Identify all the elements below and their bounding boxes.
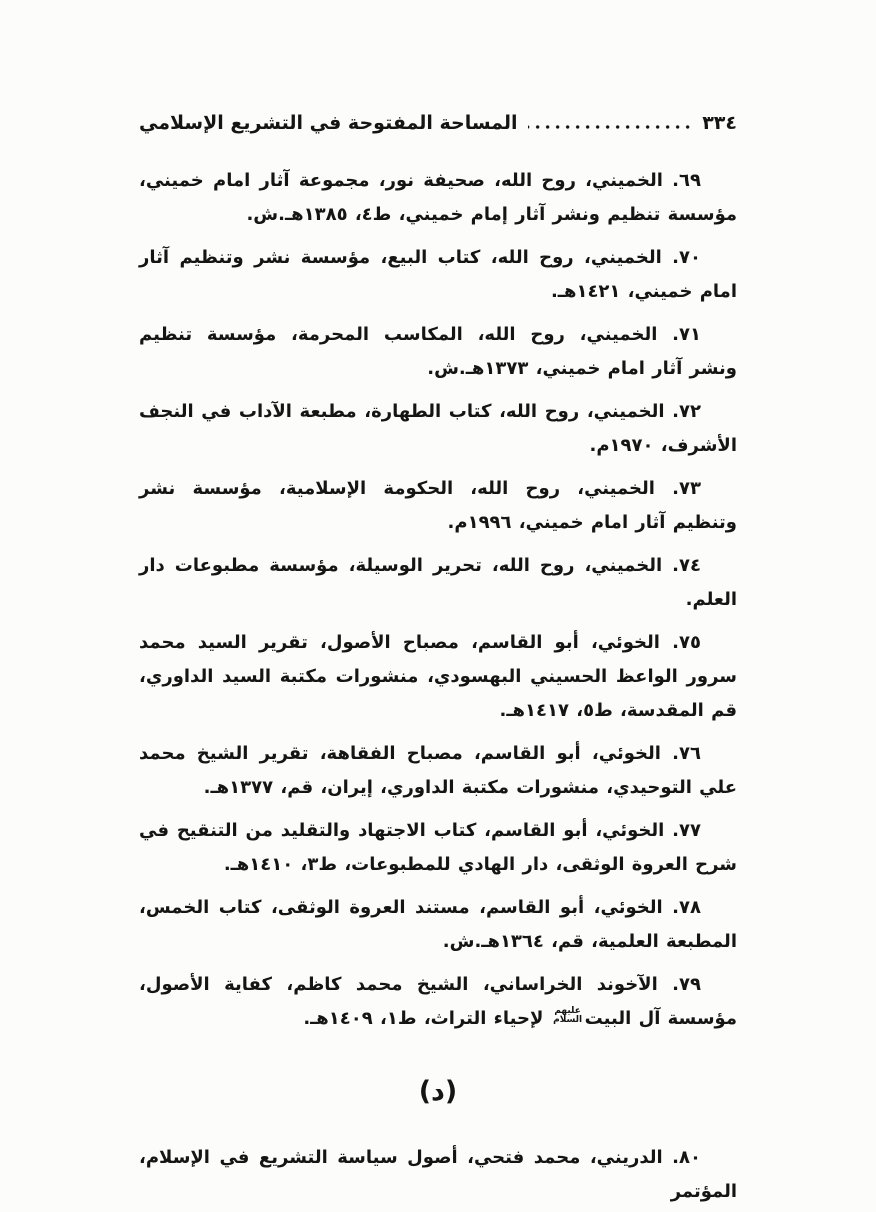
entry-text: الدريني، محمد فتحي، أصول سياسة التشريع في الإسلام، المؤتمر [139,1147,737,1202]
page-header [139,112,737,134]
section-heading-dal: (د) [418,1076,458,1107]
entry-number: ٧٧. [672,820,701,841]
entry-number: ٧٤. [672,555,701,576]
bibliography-entry [139,737,737,805]
entry-text: الخميني، روح الله، المكاسب المحرمة، مؤسسة تنظيم ونشر آثار امام خميني، ١٣٧٣هـ.ش. [139,324,737,379]
entry-text: الخميني، روح الله، صحيفة نور، مجموعة آثار امام خميني، مؤسسة تنظيم ونشر آثار إمام خميني، ط٤، ١٣٨٥هـ.ش. [139,170,737,225]
dotted-leader [528,120,693,134]
entry-text: الخميني، روح الله، الحكومة الإسلامية، مؤسسة نشر وتنظيم آثار امام خميني، ١٩٩٦م. [139,478,737,533]
entry-text: لإحياء التراث، ط١، ١٤٠٩هـ. [303,1008,544,1029]
entry-text: الخميني، روح الله، تحرير الوسيلة، مؤسسة مطبوعات دار العلم. [139,555,737,610]
entry-number: ٧٠. [672,247,701,268]
bibliography-entry [139,968,737,1036]
bibliography-entry [139,814,737,882]
ahl-albayt-honorific-mark: عليهم السلام [553,1006,583,1025]
bibliography-entry [139,626,737,728]
bibliography-list [139,164,737,1036]
entry-text: الخميني، روح الله، كتاب البيع، مؤسسة نشر وتنظيم آثار امام خميني، ١٤٢١هـ. [139,247,737,302]
entry-text: الخميني، روح الله، كتاب الطهارة، مطبعة الآداب في النجف الأشرف، ١٩٧٠م. [139,401,737,456]
entry-number: ٦٩. [672,170,701,191]
bibliography-entry [139,164,737,232]
entry-text: الآخوند الخراساني، الشيخ محمد كاظم، كفاية الأصول، مؤسسة آل البيت [139,974,737,1029]
entry-number: ٧٥. [672,632,701,653]
entry-number: ٧٣. [672,478,701,499]
entry-number: ٧٢. [672,401,701,422]
bibliography-entry [139,891,737,959]
entry-number: ٧٨. [672,897,701,918]
entry-text: الخوئي، أبو القاسم، مصباح الفقاهة، تقرير الشيخ محمد علي التوحيدي، منشورات مكتبة الداوري، إيران، قم، ١٣٧٧هـ. [139,743,737,798]
bibliography-entry [139,472,737,540]
bibliography-entry [139,1141,737,1209]
entry-text: الخوئي، أبو القاسم، مصباح الأصول، تقرير السيد محمد سرور الواعظ الحسيني البهسودي، منشورات مكتبة السيد الداوري، قم المقدسة، ط٥، ١٤١٧هـ. [139,632,737,721]
entry-number: ٧٩. [672,974,701,995]
bibliography-entry [139,395,737,463]
page-number: ٣٣٤ [702,112,737,134]
bibliography-entry [139,318,737,386]
entry-text: الخوئي، أبو القاسم، مستند العروة الوثقى، كتاب الخمس، المطبعة العلمية، قم، ١٣٦٤هـ.ش. [139,897,737,952]
bibliography-list-dal [139,1141,737,1209]
entry-text: الخوئي، أبو القاسم، كتاب الاجتهاد والتقليد من التنقيح في شرح العروة الوثقى، دار الهادي للمطبوعات، ط٣، ١٤١٠هـ. [139,820,737,875]
running-title: المساحة المفتوحة في التشريع الإسلامي [139,112,518,134]
entry-number: ٧٦. [672,743,701,764]
entry-number: ٧١. [672,324,701,345]
bibliography-entry [139,549,737,617]
bibliography-entry [139,241,737,309]
entry-number: ٨٠. [672,1147,701,1168]
